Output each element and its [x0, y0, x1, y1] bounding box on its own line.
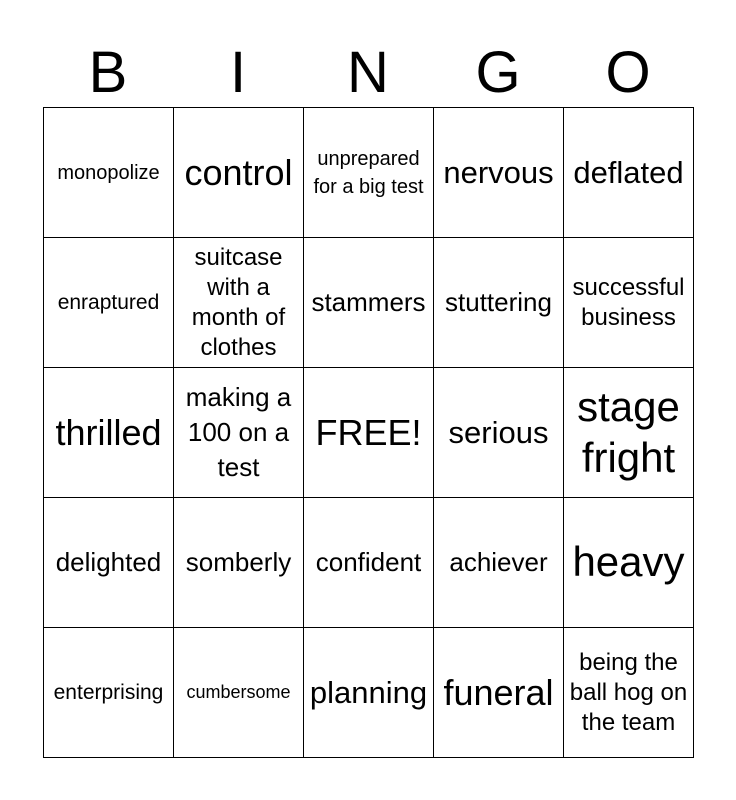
header-letter-g: G — [475, 40, 521, 105]
cell-text: enraptured — [57, 290, 160, 314]
bingo-cell — [44, 108, 174, 238]
bingo-cell — [174, 498, 304, 628]
cell-text: serious — [448, 414, 549, 450]
bingo-cell — [434, 108, 564, 238]
bingo-cell — [44, 238, 174, 368]
cell-text: suitcase with a month of clothes — [191, 243, 286, 361]
cell-text: nervous — [443, 154, 554, 190]
cell-text: stage fright — [577, 383, 680, 481]
header-letter-i: I — [229, 40, 247, 105]
bingo-cell — [174, 368, 304, 498]
bingo-cell — [564, 108, 694, 238]
cell-text: thrilled — [55, 411, 162, 453]
cell-text: monopolize — [57, 161, 160, 184]
bingo-cell — [564, 368, 694, 498]
header-letter-b: B — [88, 40, 128, 105]
bingo-cell — [174, 108, 304, 238]
bingo-cell — [304, 108, 434, 238]
bingo-cell — [174, 628, 304, 758]
bingo-cell — [44, 368, 174, 498]
cell-text: confident — [315, 546, 422, 577]
bingo-cell — [174, 238, 304, 368]
cell-text: FREE! — [315, 411, 422, 453]
cell-text: successful business — [572, 273, 685, 331]
cell-text: unprepared for a big test — [313, 147, 424, 198]
bingo-cell — [434, 628, 564, 758]
cell-text: somberly — [185, 546, 292, 577]
bingo-cell — [304, 368, 434, 498]
cell-text: funeral — [443, 671, 554, 713]
bingo-cell — [304, 238, 434, 368]
bingo-board — [43, 107, 694, 758]
cell-text: enterprising — [53, 680, 164, 704]
cell-text: deflated — [573, 154, 684, 190]
cell-text: stuttering — [445, 286, 552, 317]
cell-text: making a 100 on a test — [185, 381, 292, 483]
bingo-cell — [564, 238, 694, 368]
bingo-cell — [564, 628, 694, 758]
bingo-cell — [304, 628, 434, 758]
bingo-cell — [434, 238, 564, 368]
bingo-cell — [44, 498, 174, 628]
bingo-cell — [44, 628, 174, 758]
cell-text: stammers — [311, 286, 426, 317]
header-letter-o: O — [605, 40, 651, 105]
bingo-header — [43, 40, 693, 106]
cell-text: achiever — [449, 546, 548, 577]
bingo-cell — [304, 498, 434, 628]
bingo-cell — [434, 368, 564, 498]
cell-text: planning — [309, 674, 428, 710]
header-letter-n: N — [347, 40, 389, 105]
cell-text: cumbersome — [186, 681, 291, 702]
cell-text: heavy — [572, 538, 685, 586]
cell-text: being the ball hog on the team — [569, 648, 688, 736]
cell-text: control — [184, 151, 293, 193]
bingo-cell — [564, 498, 694, 628]
bingo-cell — [434, 498, 564, 628]
cell-text: delighted — [55, 546, 162, 577]
